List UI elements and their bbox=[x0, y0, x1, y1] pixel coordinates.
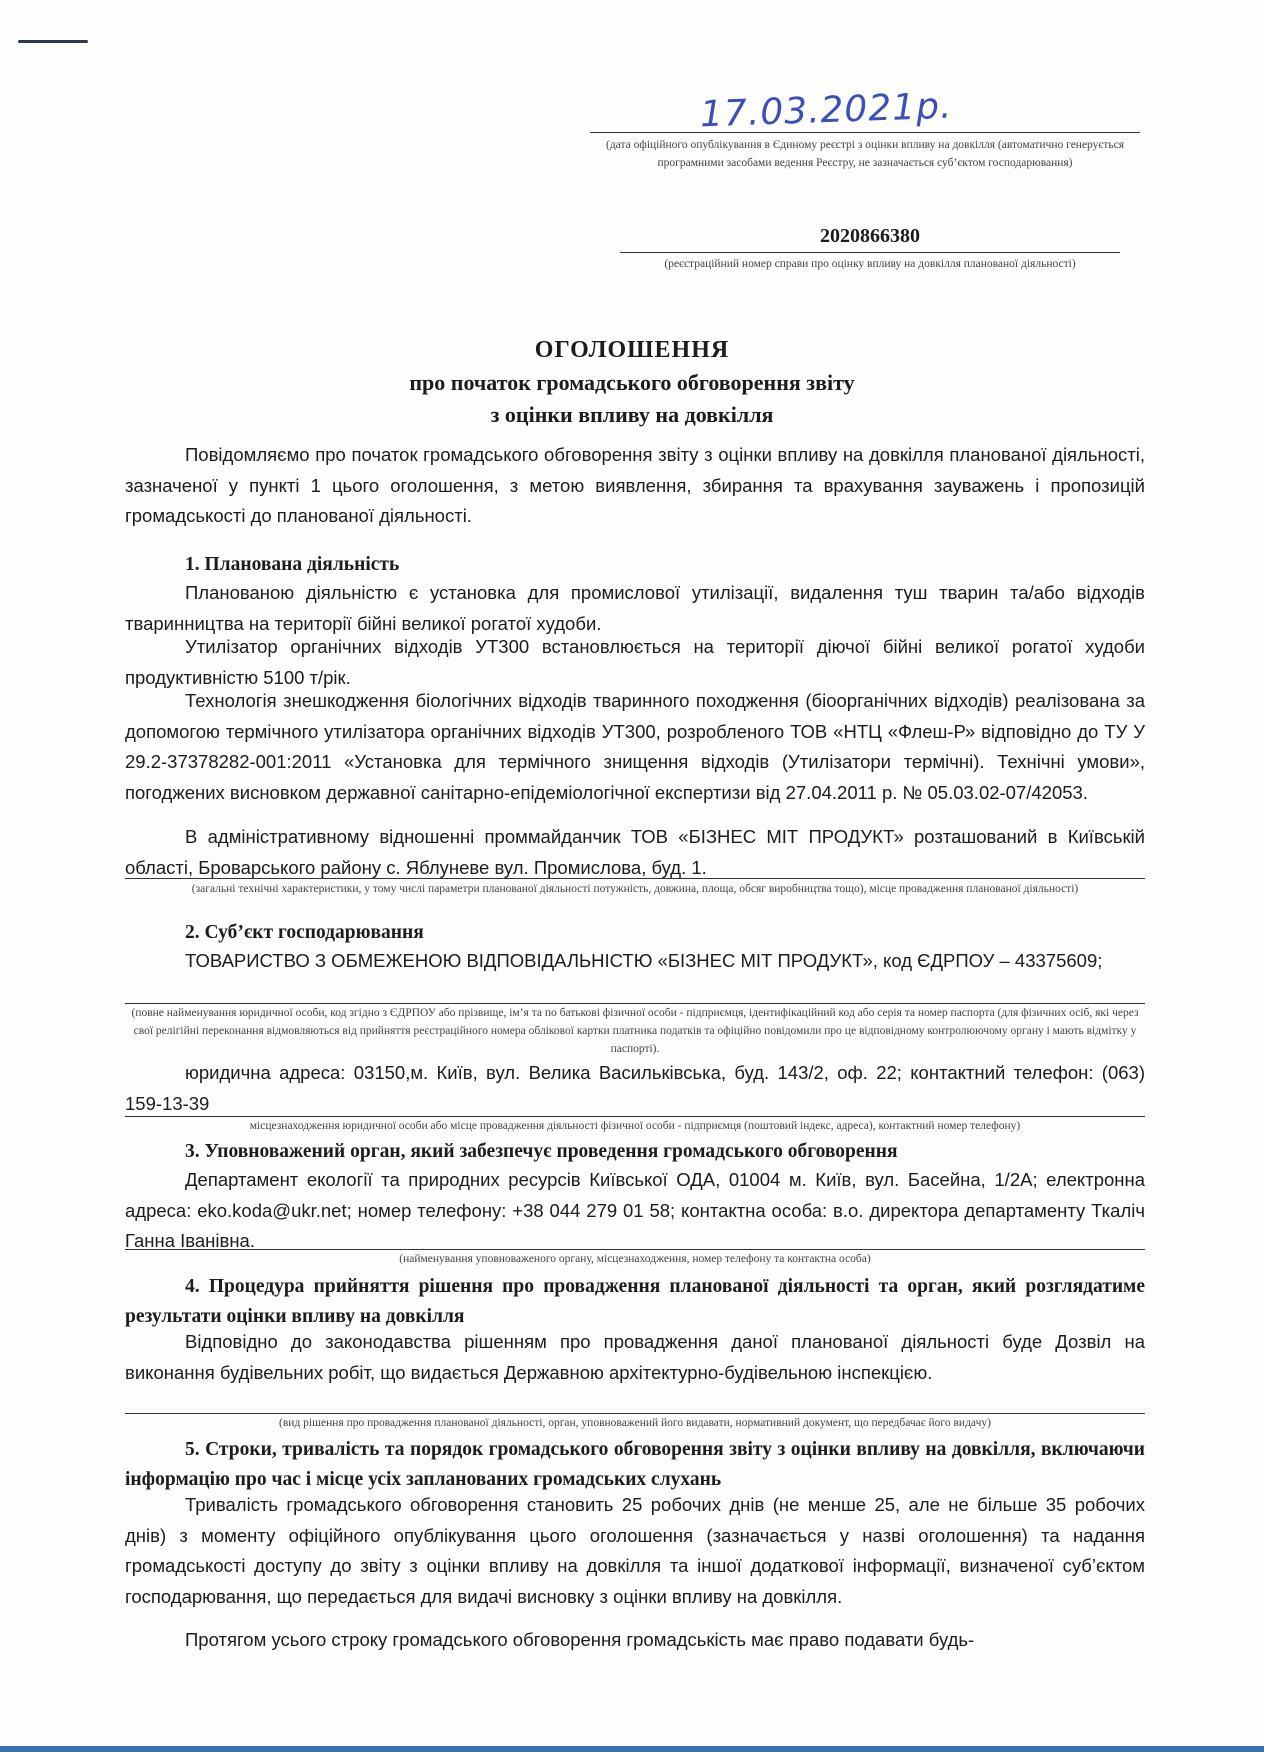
section-1-paragraph-3: Технологія знешкодження біологічних відходів тваринного походження (біоорганічних відходів) реалізована за допомогою термічного утилізатора органічних відходів УТ300, розробленого ТОВ «НТЦ «Флеш-Р» відповідно до ТУ У 29.2-37378282-001:2011 «Установка для термічного знищення відходів (Утилізатори термічні). Технічні умови», погоджених висновком державної санітарно-епідеміологічної експертизи від 27.04.2011 р. № 05.03.02-07/42053. bbox=[125, 690, 1145, 803]
registration-note: (реєстраційний номер справи про оцінку впливу на довкілля планованої діяльності) bbox=[664, 258, 1076, 270]
date-note: (дата офіційного опублікування в Єдиному реєстрі з оцінки впливу на довкілля (автоматично генерується програмними засобами ведення Реєстру, не зазначається суб’єктом господарювання) bbox=[605, 139, 1125, 169]
section-2-note-2: місцезнаходження юридичної особи або місце провадження діяльності фізичної особи - підприємця (поштовий індекс, адреса), контактний номер телефону) bbox=[249, 1120, 1021, 1132]
section-2-paragraph-2: юридична адреса: 03150,м. Київ, вул. Велика Васильківська, буд. 143/2, оф. 22; контактний телефон: (063) 159-13-39 bbox=[125, 1062, 1145, 1114]
section-1-rule bbox=[125, 878, 1145, 879]
registration-rule bbox=[620, 252, 1120, 253]
section-2-heading: 2. Суб’єкт господарювання bbox=[185, 922, 424, 943]
section-1-heading: 1. Планована діяльність bbox=[185, 554, 400, 575]
announcement-title bbox=[0, 333, 1264, 431]
scan-bottom-edge bbox=[0, 1746, 1264, 1752]
registration-number: 2020866380 bbox=[820, 225, 920, 247]
handwritten-date: 17.03.2021р. bbox=[699, 85, 954, 136]
section-3-heading: 3. Уповноважений орган, який забезпечує проведення громадського обговорення bbox=[185, 1141, 898, 1162]
section-3-paragraph: Департамент екології та природних ресурсів Київської ОДА, 01004 м. Київ, вул. Басейна, 1/2А; електронна адреса: eko.koda@ukr.net; номер телефону: +38 044 279 01 58; контактна особа: в.о. директора департаменту Ткаліч Ганна Іванівна. bbox=[125, 1169, 1145, 1251]
section-3-note: (найменування уповноваженого органу, місцезнаходження, номер телефону та контактна особа) bbox=[399, 1253, 871, 1265]
section-4-heading: 4. Процедура прийняття рішення про провадження планованої діяльності та орган, який розглядатиме результати оцінки впливу на довкілля bbox=[125, 1276, 1145, 1327]
section-5-paragraph-2: Протягом усього строку громадського обговорення громадськість має право подавати будь- bbox=[185, 1629, 975, 1650]
section-4-paragraph: Відповідно до законодавства рішенням про провадження даної планованої діяльності буде Дозвіл на виконання будівельних робіт, що видається Державною архітектурно-будівельною інспекцією. bbox=[125, 1331, 1145, 1383]
section-2-note-1: (повне найменування юридичної особи, код згідно з ЄДРПОУ або прізвище, ім’я та по батькові фізичної особи - підприємця, ідентифікаційний код або серія та номер паспорта (для фізичних осіб, які через свої релігійні переконання відмовляються від прийняття реєстраційного номера облікової картки платника податків та офіційно повідомили про це відповідному контролюючому органу і мають відмітку у паспорті). bbox=[131, 1007, 1139, 1055]
section-4-note: (вид рішення про провадження планованої діяльності, орган, уповноважений його видавати, нормативний документ, що передбачає його видачу) bbox=[279, 1417, 991, 1429]
section-1-paragraph-2: Утилізатор органічних відходів УТ300 встановлюється на території діючої бійні великої рогатої худоби продуктивністю 5100 т/рік. bbox=[125, 636, 1145, 688]
section-1-paragraph-1: Планованою діяльністю є установка для промислової утилізації, видалення туш тварин та/або відходів тваринництва на території бійні великої рогатої худоби. bbox=[125, 582, 1145, 634]
section-1-paragraph-4: В адміністративному відношенні проммайданчик ТОВ «БІЗНЕС МІТ ПРОДУКТ» розташований в Київській області, Броварського району с. Яблуневе вул. Промислова, буд. 1. bbox=[125, 826, 1145, 878]
section-1-note: (загальні технічні характеристики, у тому числі параметри планованої діяльності потужність, довжина, площа, обсяг виробництва тощо), місце провадження планованої діяльності) bbox=[191, 883, 1079, 895]
title-line-1: ОГОЛОШЕННЯ bbox=[534, 337, 730, 363]
scan-mark bbox=[18, 40, 88, 43]
intro-paragraph: Повідомляємо про початок громадського обговорення звіту з оцінки впливу на довкілля планованої діяльності, зазначеної у пункті 1 цього оголошення, з метою виявлення, збирання та врахування зауважень і пропозицій громадськості до планованої діяльності. bbox=[125, 444, 1145, 526]
title-line-3: з оцінки впливу на довкілля bbox=[490, 402, 774, 427]
title-line-2: про початок громадського обговорення звіту bbox=[409, 370, 855, 395]
section-5-paragraph-1: Тривалість громадського обговорення становить 25 робочих днів (не менше 25, але не більше 35 робочих днів) з моменту офіційного опублікування цього оголошення (зазначається у назві оголошення) та надання громадськості доступу до звіту з оцінки впливу на довкілля та іншої додаткової інформації, визначеної суб’єктом господарювання, що передається для видачі висновку з оцінки впливу на довкілля. bbox=[125, 1494, 1145, 1607]
section-2-paragraph-1: ТОВАРИСТВО З ОБМЕЖЕНОЮ ВІДПОВІДАЛЬНІСТЮ «БІЗНЕС МІТ ПРОДУКТ», код ЄДРПОУ – 43375609; bbox=[185, 950, 1103, 971]
date-rule bbox=[590, 132, 1140, 133]
section-5-heading: 5. Строки, тривалість та порядок громадського обговорення звіту з оцінки впливу на довкілля, включаючи інформацію про час і місце усіх запланованих громадських слухань bbox=[125, 1439, 1145, 1490]
